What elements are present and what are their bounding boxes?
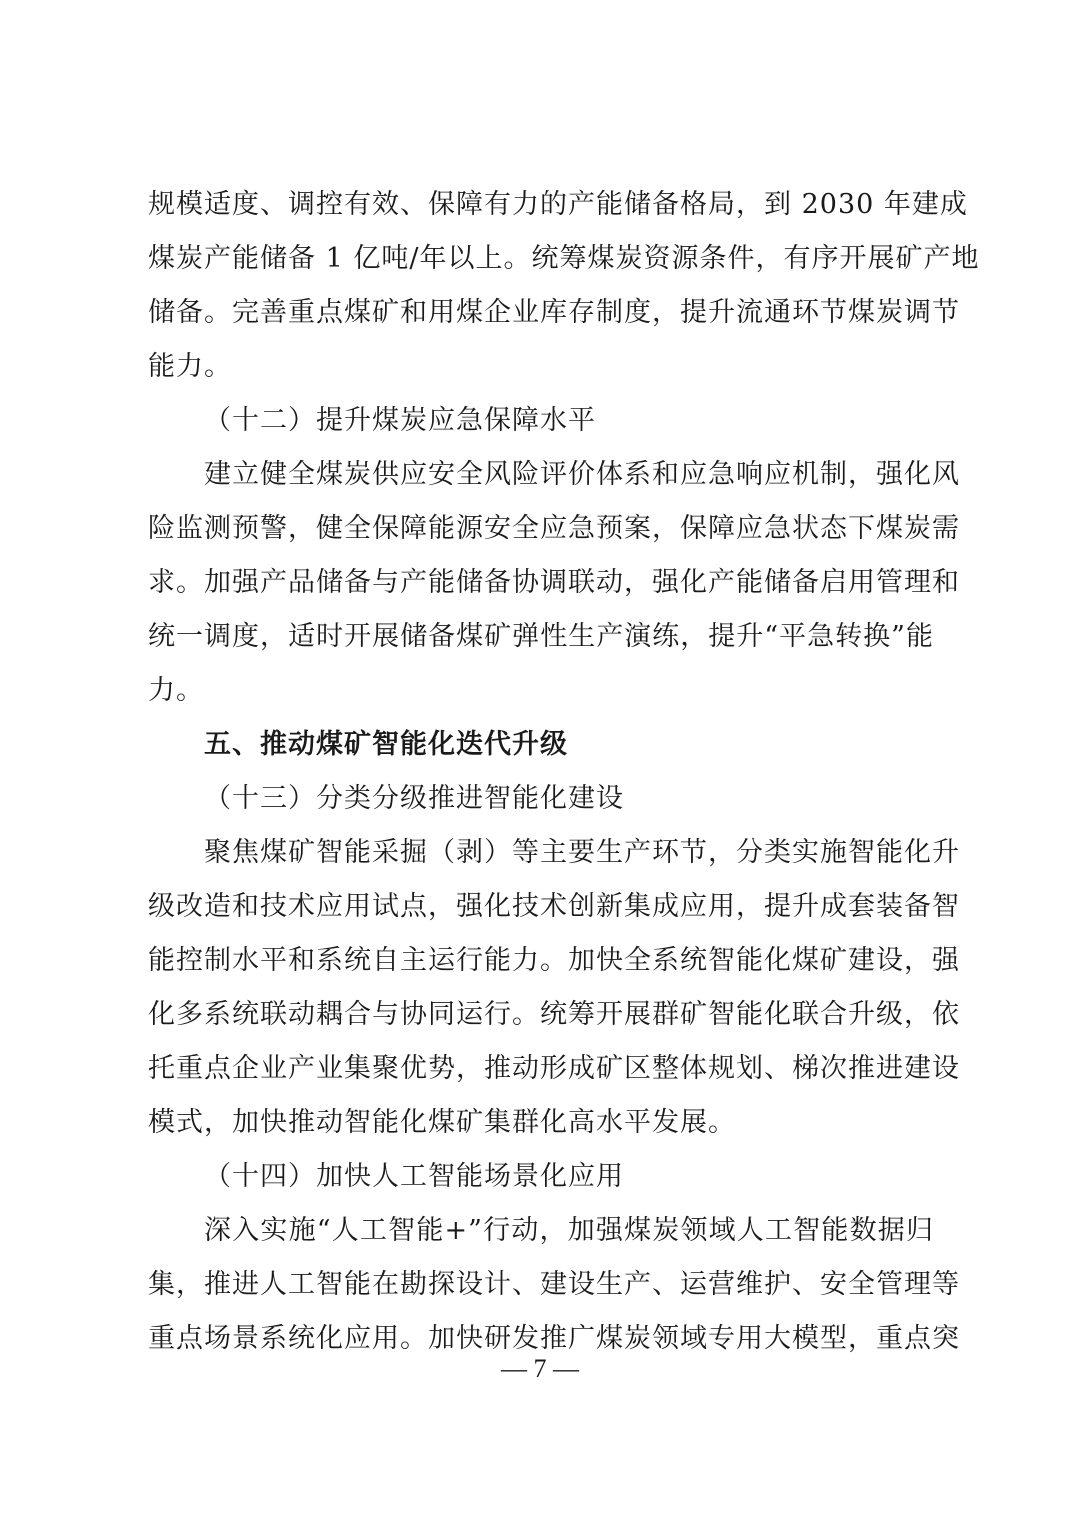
paragraph-line: 统一调度，适时开展储备煤矿弹性生产演练，提升“平急转换”能 <box>148 621 934 652</box>
paragraph-line: 险监测预警，健全保障能源安全应急预案，保障应急状态下煤炭需 <box>148 513 960 544</box>
paragraph-line: 储备。完善重点煤矿和用煤企业库存制度，提升流通环节煤炭调节 <box>148 297 960 328</box>
paragraph-line: 重点场景系统化应用。加快研发推广煤炭领域专用大模型，重点突 <box>148 1323 960 1354</box>
paragraph-line: 煤炭产能储备 1 亿吨/年以上。统筹煤炭资源条件，有序开展矿产地 <box>148 243 980 274</box>
paragraph-line: 化多系统联动耦合与协同运行。统筹开展群矿智能化联合升级，依 <box>148 999 960 1030</box>
paragraph-line: 求。加强产品储备与产能储备协调联动，强化产能储备启用管理和 <box>148 567 960 598</box>
paragraph <box>148 826 960 1150</box>
paragraph-line: 托重点企业产业集聚优势，推动形成矿区整体规划、梯次推进建设 <box>148 1053 960 1084</box>
paragraph-line: 建立健全煤炭供应安全风险评价体系和应急响应机制，强化风 <box>204 459 960 490</box>
section-subheading: （十四）加快人工智能场景化应用 <box>204 1161 624 1192</box>
page-number: — 7 — <box>501 1354 579 1383</box>
paragraph-line: 能控制水平和系统自主运行能力。加快全系统智能化煤矿建设，强 <box>148 945 960 976</box>
paragraph-line: 力。 <box>148 675 204 706</box>
paragraph-line: 规模适度、调控有效、保障有力的产能储备格局，到 2030 年建成 <box>148 189 968 220</box>
paragraph-line: 集，推进人工智能在勘探设计、建设生产、运营维护、安全管理等 <box>148 1269 960 1300</box>
paragraph-line: 模式，加快推动智能化煤矿集群化高水平发展。 <box>148 1107 736 1138</box>
paragraph-line: 能力。 <box>148 351 232 382</box>
section-subheading: （十三）分类分级推进智能化建设 <box>204 783 624 814</box>
paragraph <box>148 448 960 718</box>
paragraph-line: 级改造和技术应用试点，强化技术创新集成应用，提升成套装备智 <box>148 891 960 922</box>
section-heading: 五、推动煤矿智能化迭代升级 <box>204 729 568 760</box>
section-subheading: （十二）提升煤炭应急保障水平 <box>204 405 596 436</box>
document-body <box>148 178 980 1366</box>
paragraph-line: 深入实施“人工智能+”行动，加强煤炭领域人工智能数据归 <box>204 1215 934 1246</box>
paragraph <box>148 1204 960 1366</box>
paragraph-line: 聚焦煤矿智能采掘（剥）等主要生产环节，分类实施智能化升 <box>204 837 960 868</box>
paragraph <box>148 178 980 394</box>
